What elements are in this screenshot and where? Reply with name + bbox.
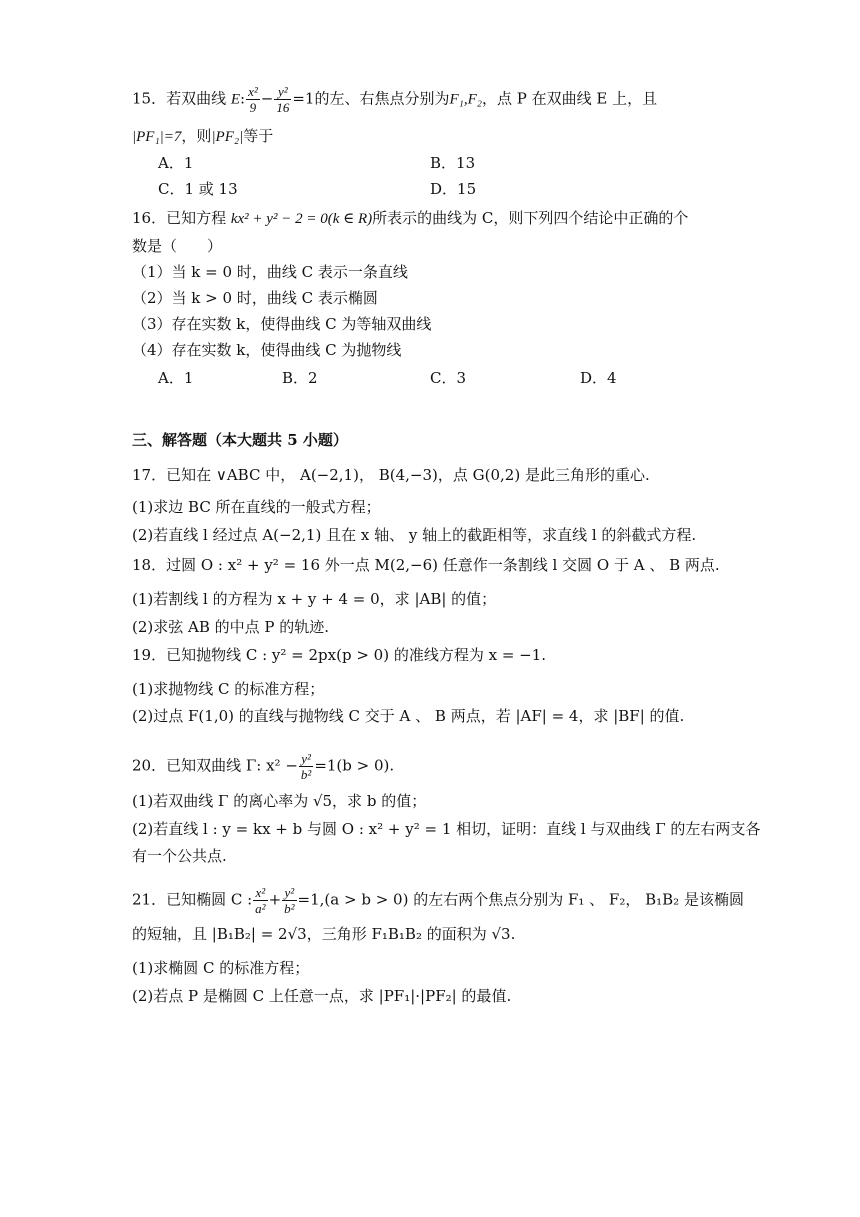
q16-text-rest: 所表示的曲线为 C，则下列四个结论中正确的个 xyxy=(372,209,689,227)
q16-stem-line2: 数是（ ） xyxy=(132,237,223,255)
q18-stem: 18．过圆 O : x² + y² = 16 外一点 M(2,−6) 任意作一条割线 l 交圆 O 于 A 、 B 两点. xyxy=(132,556,720,574)
q20-fraction-y2-b2 xyxy=(299,751,313,782)
q16-option-c: C．3 xyxy=(430,369,467,387)
q21-stem-line1 xyxy=(132,885,744,916)
q21-text-rest: =1,(a > b > 0) 的左右两个焦点分别为 F₁ 、 F₂， B₁B₂ 是该椭圆 xyxy=(297,890,744,909)
q15-equals-text: 等于 xyxy=(243,127,274,145)
q21-frac1-num: x² xyxy=(253,885,267,901)
q21-frac2-num: y² xyxy=(282,885,296,901)
q15-pf1: |PF₁|=7 xyxy=(132,129,182,145)
q21-frac1-den: a² xyxy=(255,901,266,916)
q15-option-b: B．13 xyxy=(430,154,476,172)
q17-part-1: (1)求边 BC 所在直线的一般式方程； xyxy=(132,498,381,516)
q17-part-2: (2)若直线 l 经过点 A(−2,1) 且在 x 轴、 y 轴上的截距相等，求直线 l 的斜截式方程. xyxy=(132,526,697,544)
q16-equation: kx² + y² − 2 = 0(k ∈ R) xyxy=(230,211,373,227)
q15-frac1-den: 9 xyxy=(249,100,257,115)
q15-frac1-num: x² xyxy=(248,84,258,99)
q20-frac-den: b² xyxy=(300,767,312,782)
q19-part-2: (2)过点 F(1,0) 的直线与抛物线 C 交于 A 、 B 两点，若 |AF| = 4，求 |BF| 的值. xyxy=(132,707,685,725)
q15-frac2-den: 16 xyxy=(276,100,290,115)
q16-statement-2: （2）当 k > 0 时，曲线 C 表示椭圆 xyxy=(132,289,378,307)
q15-fraction-x2-9 xyxy=(246,84,260,115)
section-heading-3: 三、解答题（本大题共 5 小题） xyxy=(132,431,348,449)
q21-frac2-den: b² xyxy=(284,901,295,916)
q21-part-2: (2)若点 P 是椭圆 C 上任意一点，求 |PF₁|·|PF₂| 的最值. xyxy=(132,987,512,1005)
q19-part-1: (1)求抛物线 C 的标准方程； xyxy=(132,680,325,698)
q15-text-point: ，点 P 在双曲线 E 上，且 xyxy=(482,89,658,108)
q16-option-b: B．2 xyxy=(282,369,318,387)
q21-text: 21．已知椭圆 C : xyxy=(132,890,253,909)
q15-var-E: E xyxy=(230,91,241,108)
q15-fraction-y2-16 xyxy=(274,84,291,115)
q21-part-1: (1)求椭圆 C 的标准方程； xyxy=(132,959,310,977)
q18-part-1: (1)若割线 l 的方程为 x + y + 4 = 0，求 |AB| 的值； xyxy=(132,590,497,608)
q21-fraction-y2-b2 xyxy=(282,885,296,916)
q20-text: 20．已知双曲线 Γ: x² − xyxy=(132,756,298,775)
q16-option-d: D．4 xyxy=(580,369,617,387)
q16-option-a: A．1 xyxy=(158,369,194,387)
q20-part-2-line2: 有一个公共点. xyxy=(132,847,227,865)
q20-text-rest: =1(b > 0). xyxy=(314,756,395,775)
q16-statement-4: （4）存在实数 k，使得曲线 C 为抛物线 xyxy=(132,341,402,359)
q21-fraction-x2-a2 xyxy=(253,885,267,916)
q15-eq: =1 xyxy=(292,89,315,108)
q21-stem-line2: 的短轴，且 |B₁B₂| = 2√3，三角形 F₁B₁B₂ 的面积为 √3. xyxy=(132,925,516,943)
q16-text: 16．已知方程 xyxy=(132,209,231,227)
q16-statement-1: （1）当 k = 0 时，曲线 C 表示一条直线 xyxy=(132,263,408,281)
q15-option-c: C．1 或 13 xyxy=(158,180,238,198)
q15-foci-vars: F₁,F₂ xyxy=(449,91,482,108)
q18-part-2: (2)求弦 AB 的中点 P 的轨迹. xyxy=(132,618,330,636)
q15-frac2-num: y² xyxy=(274,84,291,100)
q15-stem-line2 xyxy=(132,126,273,147)
q15-minus: − xyxy=(260,89,274,108)
q15-stem-line1 xyxy=(132,84,657,115)
q21-plus: + xyxy=(268,890,282,909)
q17-stem: 17．已知在 ∨ABC 中， A(−2,1)， B(4,−3)，点 G(0,2) 是此三角形的重心. xyxy=(132,466,650,484)
q15-colon: : xyxy=(240,89,246,108)
q15-then: ，则 xyxy=(181,127,212,145)
q15-pf2: |PF₂| xyxy=(211,129,244,145)
q15-option-d: D．15 xyxy=(430,180,477,198)
q16-stem-line1 xyxy=(132,208,688,229)
q15-text: 15．若双曲线 xyxy=(132,89,231,108)
q19-stem: 19．已知抛物线 C : y² = 2px(p > 0) 的准线方程为 x = −1. xyxy=(132,646,547,664)
q20-part-2-line1: (2)若直线 l : y = kx + b 与圆 O : x² + y² = 1 相切，证明：直线 l 与双曲线 Γ 的左右两支各 xyxy=(132,820,761,838)
q16-statement-3: （3）存在实数 k，使得曲线 C 为等轴双曲线 xyxy=(132,315,432,333)
q15-option-a: A．1 xyxy=(158,154,194,172)
q15-text-foci: 的左、右焦点分别为 xyxy=(314,89,450,108)
q20-part-1: (1)若双曲线 Γ 的离心率为 √5，求 b 的值； xyxy=(132,792,427,810)
q20-stem xyxy=(132,751,394,782)
q20-frac-num: y² xyxy=(299,751,313,767)
